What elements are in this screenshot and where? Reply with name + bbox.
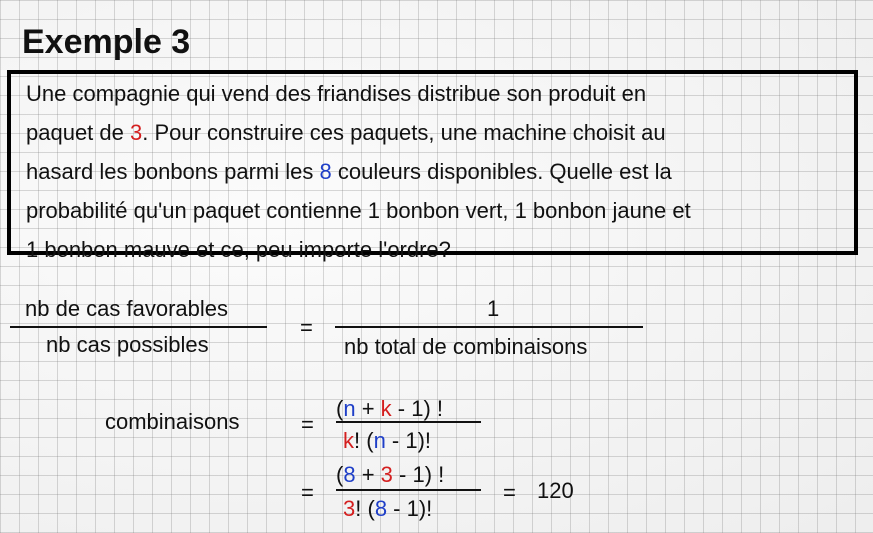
- fraction-bar: [10, 326, 267, 328]
- equals-sign: =: [301, 412, 314, 437]
- total-combinations-label: nb total de combinaisons: [344, 334, 588, 359]
- n-variable: n: [343, 396, 356, 421]
- problem-statement: [26, 74, 691, 269]
- numerator-rest: - 1) !: [391, 396, 443, 421]
- substituted-numerator: [336, 462, 444, 488]
- k-value: 3: [129, 120, 143, 145]
- problem-text: hasard les bonbons parmi les: [26, 159, 320, 184]
- combination-formula-denominator: [343, 428, 431, 454]
- n-value: 8: [374, 496, 388, 521]
- problem-line-1: Une compagnie qui vend des friandises distribue son produit en: [26, 81, 647, 106]
- problem-line-4: probabilité qu'un paquet contienne 1 bonbon vert, 1 bonbon jaune et: [26, 198, 691, 223]
- possible-cases-label: nb cas possibles: [46, 332, 209, 357]
- plus-sign: +: [355, 462, 381, 487]
- k-variable: k: [343, 428, 354, 453]
- paren: (: [336, 462, 344, 487]
- problem-text: . Pour construire ces paquets, une machine choisit au: [142, 120, 666, 145]
- problem-text: paquet de: [26, 120, 130, 145]
- problem-line-5: 1 bonbon mauve et ce, peu importe l'ordre?: [26, 237, 451, 262]
- numerator-rest: - 1) !: [392, 462, 445, 487]
- n-value: 8: [319, 159, 332, 184]
- paren: (: [336, 396, 344, 421]
- k-variable: k: [380, 396, 392, 421]
- substituted-denominator: [343, 496, 432, 522]
- page-title: Exemple 3: [22, 23, 191, 61]
- problem-line-2: [26, 113, 691, 152]
- equals-sign: =: [300, 315, 313, 340]
- equals-sign: =: [503, 480, 516, 505]
- problem-box: [7, 70, 858, 262]
- denominator-rest: - 1)!: [387, 496, 433, 521]
- k-value: 3: [380, 462, 393, 487]
- plus-sign: +: [355, 396, 381, 421]
- k-value: 3: [343, 496, 356, 521]
- denominator-mid: ! (: [354, 428, 374, 453]
- fraction-bar: [336, 489, 481, 491]
- n-value: 8: [343, 462, 356, 487]
- n-variable: n: [373, 428, 386, 453]
- denominator-rest: - 1)!: [385, 428, 432, 453]
- denominator-mid: ! (: [355, 496, 375, 521]
- combination-formula-numerator: [336, 396, 443, 422]
- equals-sign: =: [301, 480, 314, 505]
- problem-text: couleurs disponibles. Quelle est la: [331, 159, 672, 184]
- result-value: 120: [537, 478, 574, 503]
- favorable-cases-label: nb de cas favorables: [25, 296, 229, 321]
- fraction-bar: [336, 421, 481, 423]
- problem-line-3: [26, 152, 691, 191]
- combinations-label: combinaisons: [105, 409, 240, 434]
- numerator-one: 1: [487, 296, 500, 321]
- fraction-bar: [335, 326, 643, 328]
